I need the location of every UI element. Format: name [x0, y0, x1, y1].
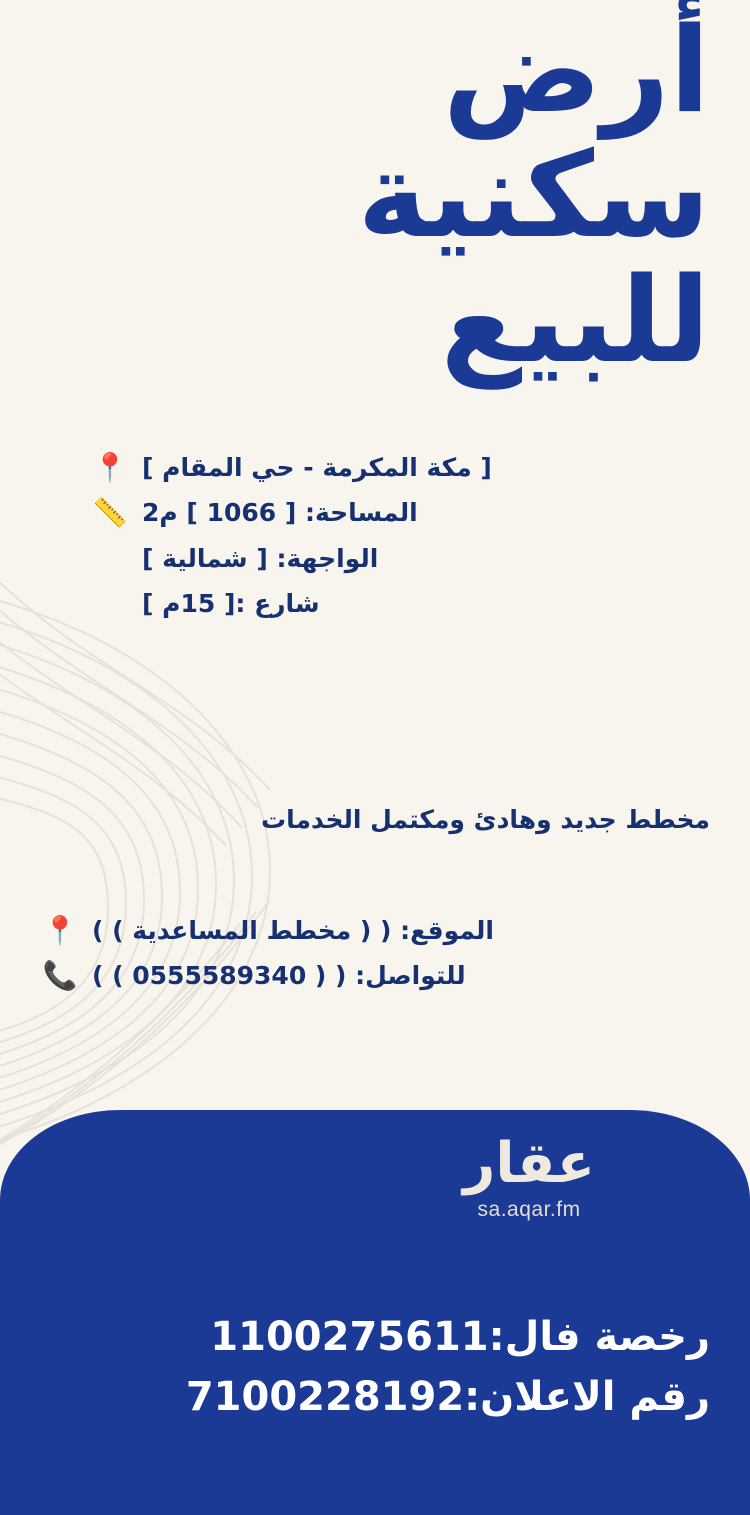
phone-icon: 📞 — [42, 958, 78, 992]
aqar-logo-text: عقار — [463, 1131, 595, 1196]
brand-block — [463, 1131, 595, 1222]
brand-url: sa.aqar.fm — [477, 1198, 581, 1221]
detail-area-text: المساحة: [ 1066 ] م2 — [142, 498, 418, 528]
detail-row-location — [90, 452, 710, 483]
detail-row-facade — [90, 543, 710, 574]
bottom-blue-panel — [0, 1110, 750, 1515]
contact-site-text: الموقع: ( ( مخطط المساعدية ) ) — [92, 916, 494, 945]
detail-row-street — [90, 588, 710, 619]
poster-tagline: مخطط جديد وهادئ ومكتمل الخدمات — [261, 805, 710, 834]
property-details-list — [90, 452, 710, 633]
license-fal-number: رخصة فال:1100275611 — [210, 1314, 710, 1360]
contact-row-phone[interactable] — [40, 960, 710, 991]
contact-row-site — [40, 915, 710, 946]
headline-line-1: أرض — [442, 1, 710, 139]
contact-phone-text[interactable]: للتواصل: ( ( 0555589340 ) ) — [92, 961, 466, 991]
ruler-icon: 📏 — [92, 495, 128, 529]
poster-headline — [40, 1, 710, 390]
detail-location-text: [ مكة المكرمة - حي المقام ] — [142, 453, 492, 482]
ad-number: رقم الاعلان:7100228192 — [185, 1374, 710, 1420]
contact-block — [40, 915, 710, 1006]
decorative-swirl-graphic — [0, 540, 370, 1180]
headline-line-2: سكنية — [357, 126, 710, 265]
headline-line-3: للبيع — [440, 251, 710, 390]
detail-facade-text: الواجهة: [ شمالية ] — [142, 543, 379, 573]
location-pin-icon: 📍 — [42, 913, 78, 947]
detail-row-area — [90, 497, 710, 528]
license-info — [40, 1307, 710, 1427]
location-pin-icon: 📍 — [92, 450, 128, 484]
detail-street-text: شارع :[ 15م ] — [142, 588, 320, 618]
